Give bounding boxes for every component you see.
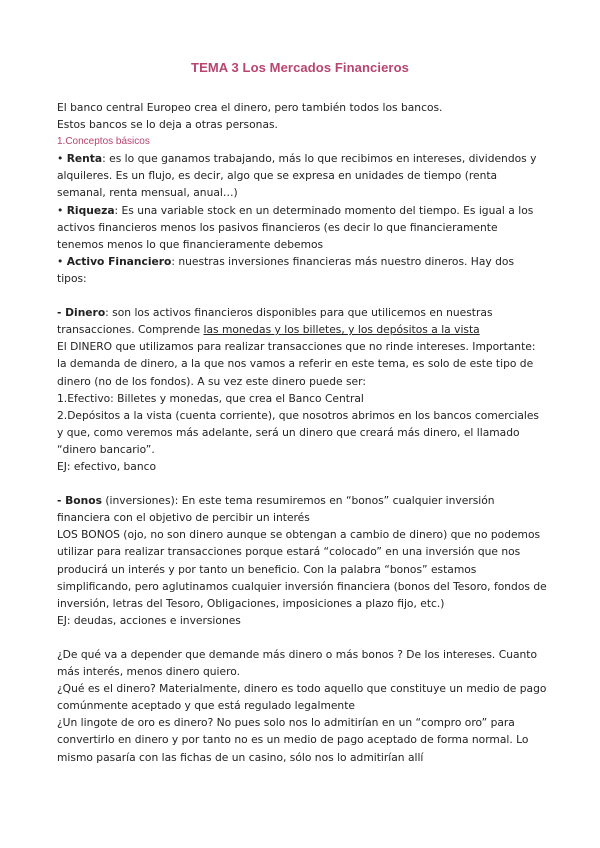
spacer bbox=[57, 287, 547, 304]
activo-label: Activo Financiero bbox=[66, 254, 172, 268]
dinero-item-1: 1.Efectivo: Billetes y monedas, que crea el Banco Central bbox=[57, 391, 364, 405]
dinero-paragraph-2: El DINERO que utilizamos para realizar transacciones que no rinde intereses. Importante: la demanda de dinero, a la que nos vamos a referir en este tema, es solo de este tipo de dinero (no de los fondos). A su vez este dinero puede ser: bbox=[57, 340, 536, 388]
renta-label: Renta bbox=[66, 152, 103, 166]
renta-text: : es lo que ganamos trabajando, más lo que recibimos en intereses, dividendos y alquileres. Es un flujo, es decir, algo que se expresa en unidades de tiempo (renta semanal, renta mensual, anual…) bbox=[57, 152, 537, 200]
section-heading: 1.Conceptos básicos bbox=[57, 136, 150, 148]
dinero-underlined-text: las monedas y los billetes, y los depósitos a la vista bbox=[203, 323, 480, 337]
question-3: ¿Un lingote de oro es dinero? No pues solo nos lo admitirían en un “compro oro” para convertirlo en dinero y por tanto no es un medio de pago aceptado de forma normal. Lo mismo pasaría con las fichas de un casino, sólo nos lo admitirían allí bbox=[57, 716, 529, 764]
bonos-example: EJ: deudas, acciones e inversiones bbox=[57, 613, 241, 627]
dinero-item-2: 2.Depósitos a la vista (cuenta corriente), que nosotros abrimos en los bancos comerciales y que, como veremos más adelante, será un dinero que creará más dinero, el llamado “dinero bancario”. bbox=[57, 408, 539, 456]
bonos-paragraph-2: LOS BONOS (ojo, no son dinero aunque se obtengan a cambio de dinero) que no podemos utilizar para realizar transacciones porque estará “colocado” en una inversión que nos producirá un interés y por tanto un beneficio. Con la palabra “bonos” estamos simplificando, pero aglutinamos cualquier inversión financiera (bonos del Tesoro, fondos de inversión, letras del Tesoro, Obligaciones, imposiciones a plazo fijo, etc.) bbox=[57, 528, 547, 610]
bonos-paragraph bbox=[57, 492, 547, 526]
riqueza-label: Riqueza bbox=[66, 203, 115, 217]
activo-text: : nuestras inversiones financieras más nuestro dineros. Hay dos tipos: bbox=[57, 254, 515, 285]
renta-paragraph: • Renta: es lo que ganamos trabajando, más lo que recibimos en intereses, dividendos y alquileres. Es un flujo, es decir, algo que se expresa en unidades de tiempo (renta semanal, renta mensual, anual…) bbox=[57, 152, 537, 200]
intro-line-2: Estos bancos se lo deja a otras personas. bbox=[57, 118, 278, 132]
dinero-text: : son los activos financieros disponibles para que utilicemos en nuestras transacciones. Comprende bbox=[57, 306, 493, 337]
document-body bbox=[57, 99, 547, 766]
riqueza-paragraph: • Riqueza: Es una variable stock en un determinado momento del tiempo. Es igual a los activos financieros menos los pasivos financieros (es decir lo que financieramente tenemos menos lo que financieramente debemos bbox=[57, 203, 534, 251]
riqueza-text: : Es una variable stock en un determinado momento del tiempo. Es igual a los activos financieros menos los pasivos financieros (es decir lo que financieramente tenemos menos lo que financieramente debemos bbox=[57, 203, 534, 251]
bonos-text: (inversiones): En este tema resumiremos en “bonos” cualquier inversión financiera con el objetivo de percibir un interés bbox=[57, 494, 495, 525]
dinero-example: EJ: efectivo, banco bbox=[57, 459, 157, 473]
document-title: TEMA 3 Los Mercados Financieros bbox=[191, 60, 409, 75]
question-1: ¿De qué va a depender que demande más dinero o más bonos ? De los intereses. Cuanto más interés, menos dinero quiero. bbox=[57, 648, 538, 679]
question-2: ¿Qué es el dinero? Materialmente, dinero es todo aquello que constituye un medio de pago comúnmente aceptado y que está regulado legalmente bbox=[57, 682, 547, 713]
dinero-label: - Dinero bbox=[57, 306, 106, 320]
bonos-label: - Bonos bbox=[57, 494, 102, 508]
dinero-paragraph bbox=[57, 304, 547, 338]
intro-line-1: El banco central Europeo crea el dinero, pero también todos los bancos. bbox=[57, 101, 443, 114]
spacer bbox=[57, 629, 547, 646]
spacer bbox=[57, 475, 547, 492]
activo-paragraph: • Activo Financiero: nuestras inversiones financieras más nuestro dineros. Hay dos tipos: bbox=[57, 254, 515, 285]
